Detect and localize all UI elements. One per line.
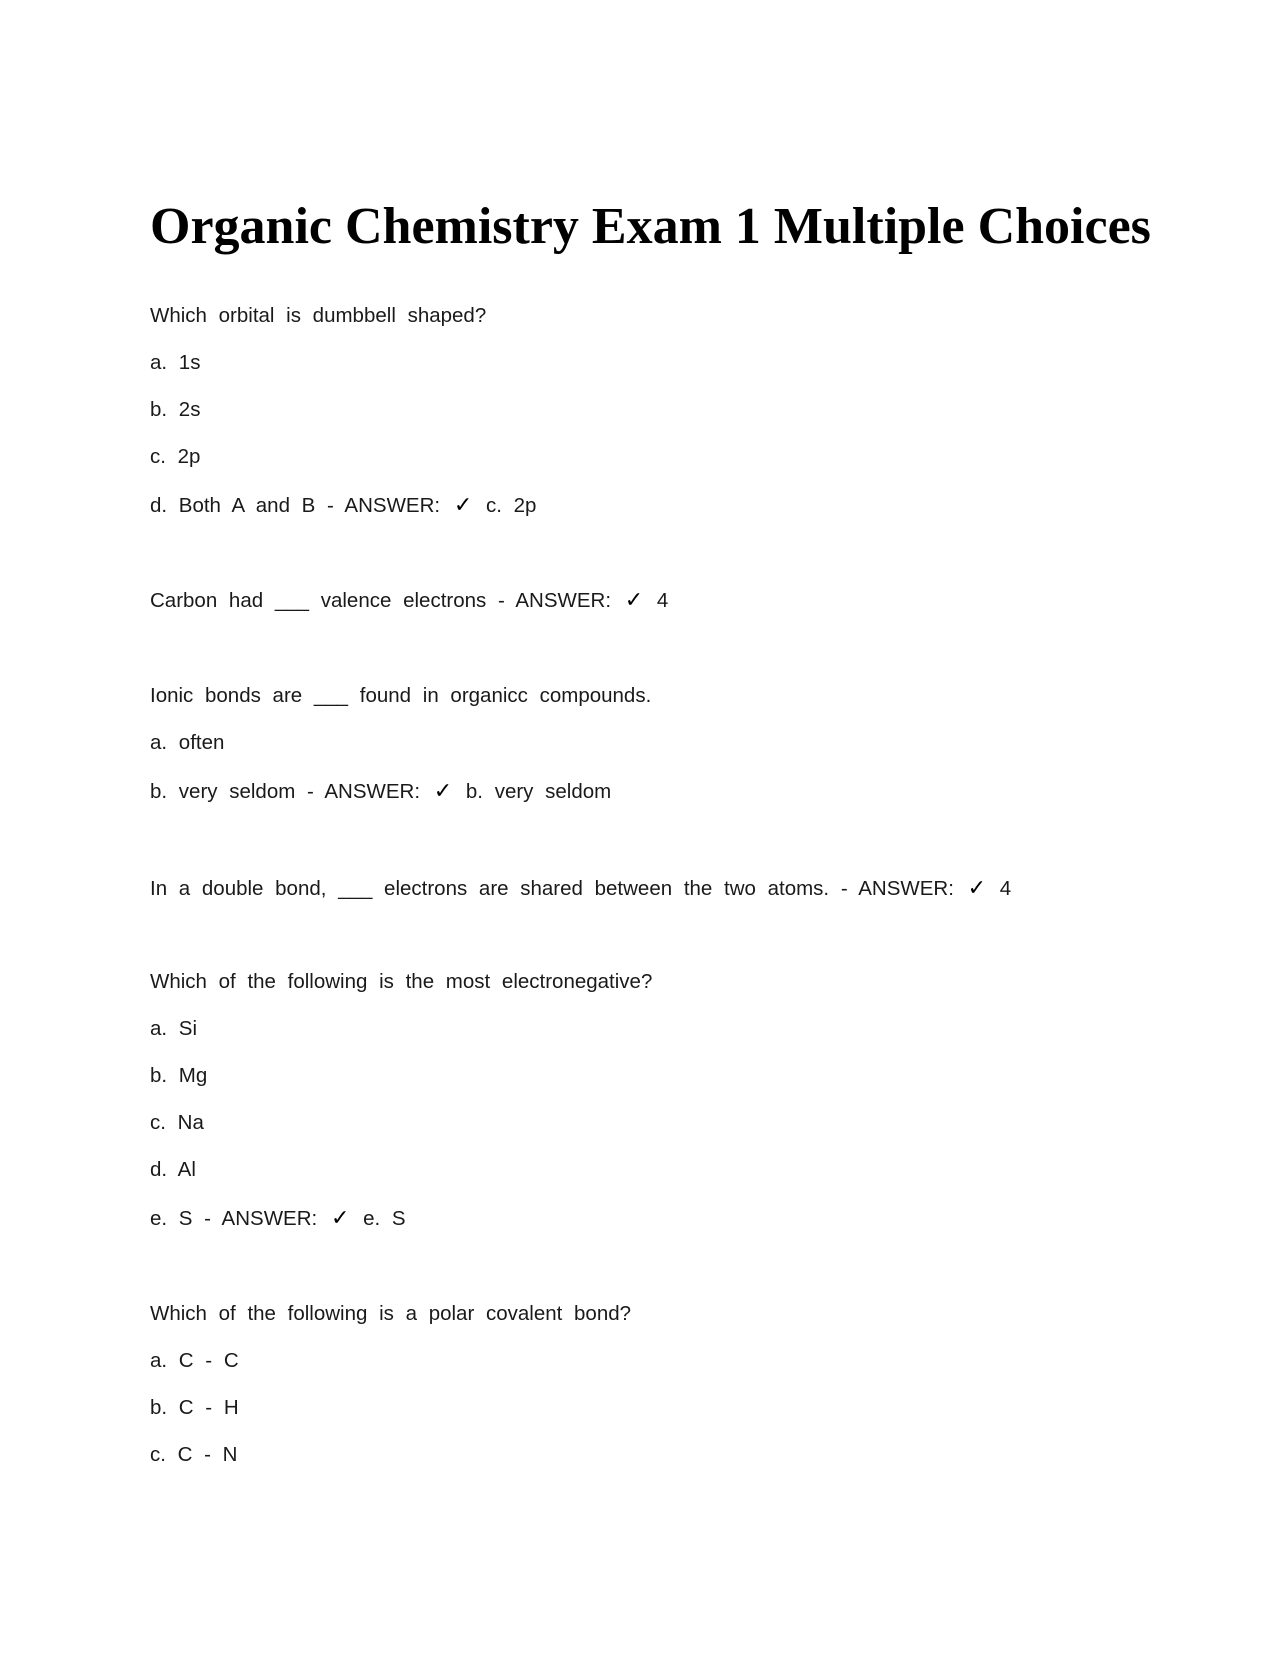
- question-text: [150, 302, 486, 330]
- checkmark-icon: ✓: [624, 588, 644, 613]
- checkmark-icon: ✓: [453, 493, 473, 518]
- choice-label: b. C - H: [150, 1396, 239, 1419]
- question-label: In a double bond, ___ electrons are shared between the two atoms. - ANSWER:: [150, 877, 954, 900]
- choice-item: [150, 443, 200, 471]
- choice-item: [150, 1062, 207, 1090]
- choice-item: [150, 1156, 196, 1184]
- choice-label: e. S - ANSWER:: [150, 1207, 318, 1230]
- question-text: [150, 968, 652, 996]
- choice-label: d. Al: [150, 1158, 196, 1181]
- choice-label: a. C - C: [150, 1349, 239, 1372]
- question-label: Which of the following is a polar covalent bond?: [150, 1302, 632, 1325]
- checkmark-icon: ✓: [330, 1206, 350, 1231]
- choice-label: b. 2s: [150, 398, 201, 421]
- choice-item-with-answer: [150, 778, 611, 806]
- answer-text: c. 2p: [485, 494, 537, 517]
- checkmark-icon: ✓: [967, 876, 987, 901]
- choice-label: d. Both A and B - ANSWER:: [150, 494, 441, 517]
- page-title: Organic Chemistry Exam 1 Multiple Choices: [150, 198, 1151, 255]
- choice-item: [150, 1109, 204, 1137]
- choice-item: [150, 1015, 197, 1043]
- question-with-answer: [150, 587, 668, 615]
- choice-item: [150, 1347, 239, 1375]
- answer-text: 4: [656, 589, 669, 612]
- question-label: Carbon had ___ valence electrons - ANSWER:: [150, 589, 612, 612]
- answer-text: 4: [999, 877, 1012, 900]
- choice-item-with-answer: [150, 1205, 406, 1233]
- choice-label: a. 1s: [150, 351, 201, 374]
- choice-label: b. very seldom - ANSWER:: [150, 780, 421, 803]
- choice-item: [150, 729, 224, 757]
- choice-label: a. often: [150, 731, 225, 754]
- choice-item-with-answer: [150, 492, 536, 520]
- question-label: Ionic bonds are ___ found in organicc compounds.: [150, 684, 652, 707]
- choice-label: b. Mg: [150, 1064, 208, 1087]
- choice-label: a. Si: [150, 1017, 198, 1040]
- choice-label: c. C - N: [150, 1443, 238, 1466]
- choice-label: c. 2p: [150, 445, 201, 468]
- choice-item: [150, 1441, 237, 1469]
- question-text: [150, 1300, 631, 1328]
- question-label: Which of the following is the most electronegative?: [150, 970, 653, 993]
- question-with-answer: [150, 875, 1011, 903]
- answer-text: e. S: [363, 1207, 406, 1230]
- checkmark-icon: ✓: [433, 779, 453, 804]
- choice-item: [150, 396, 200, 424]
- choice-item: [150, 349, 200, 377]
- question-label: Which orbital is dumbbell shaped?: [150, 304, 487, 327]
- choice-label: c. Na: [150, 1111, 204, 1134]
- answer-text: b. very seldom: [465, 780, 612, 803]
- question-text: [150, 682, 651, 710]
- choice-item: [150, 1394, 239, 1422]
